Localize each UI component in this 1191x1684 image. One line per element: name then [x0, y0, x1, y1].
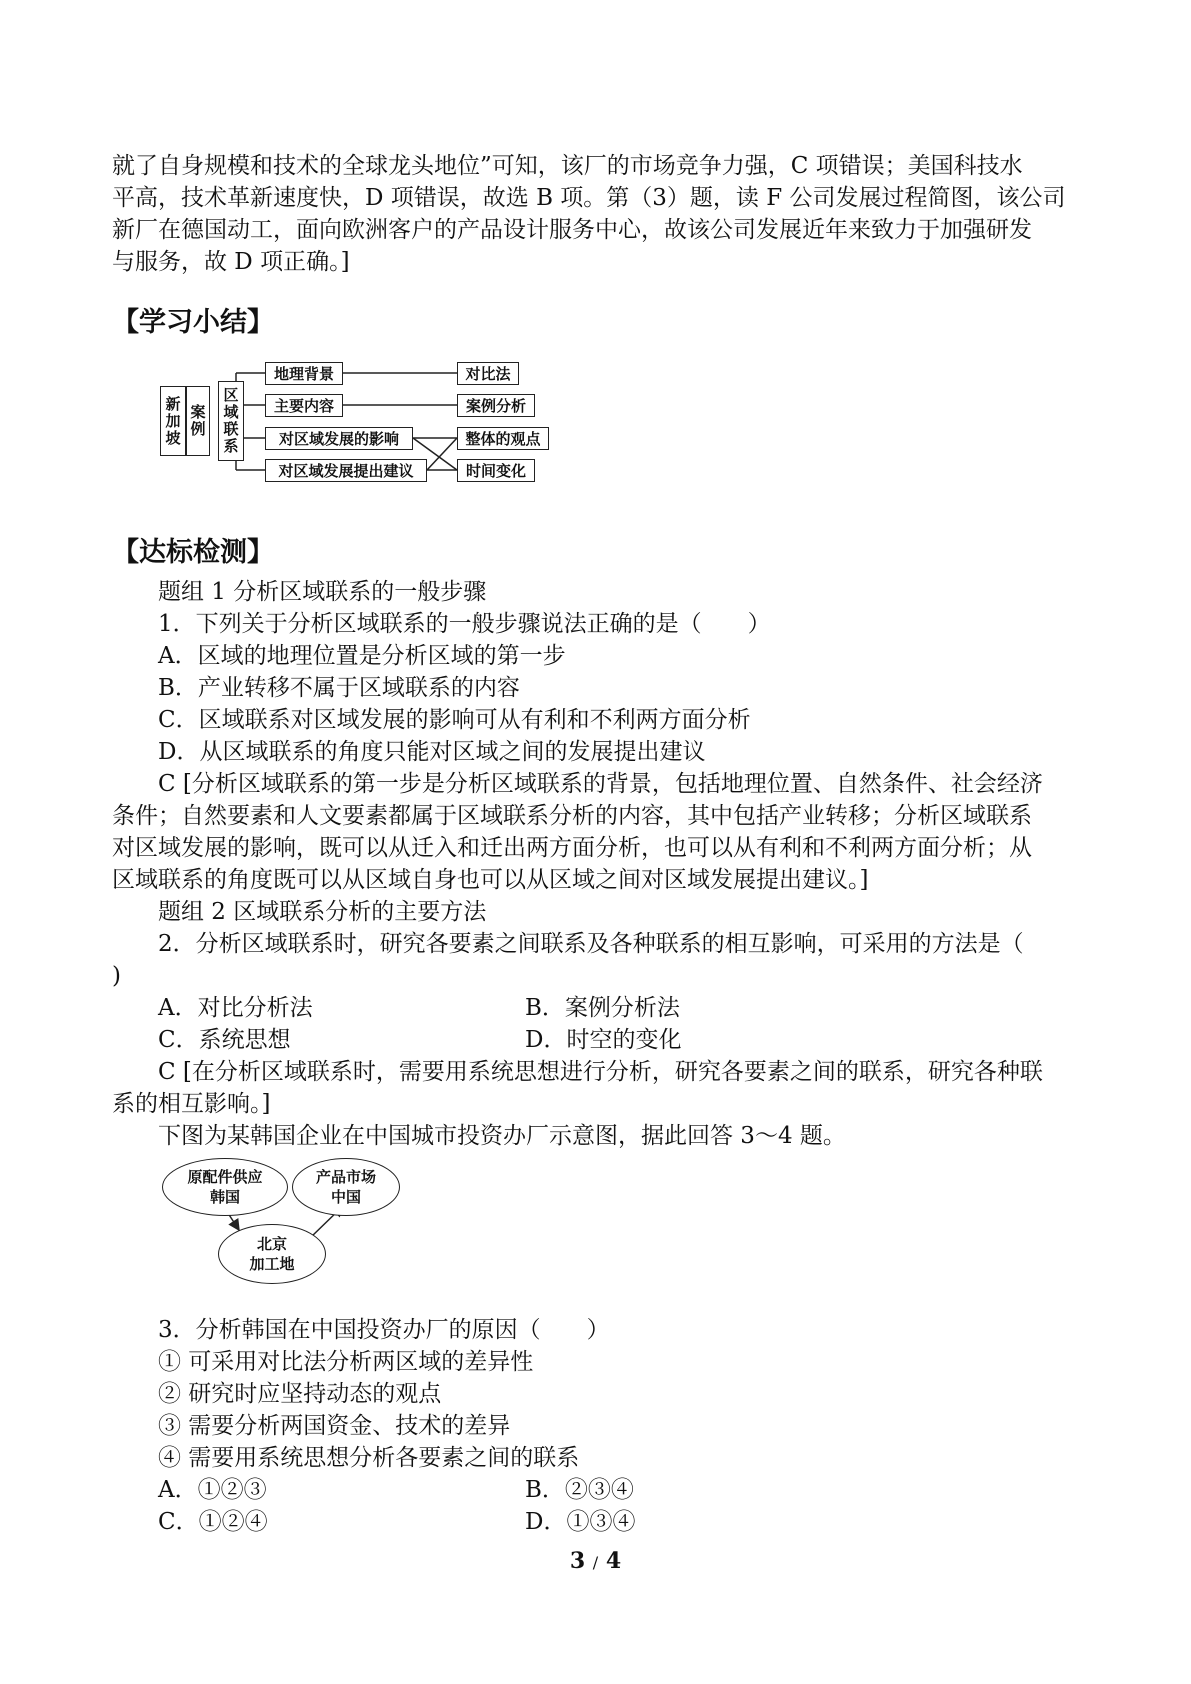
supply-label-1: 原配件供应 — [187, 1168, 263, 1186]
page-current: 3 — [569, 1548, 586, 1574]
q3-statement-3: ③ 需要分析两国资金、技术的差异 — [158, 1413, 511, 1439]
region-char-3: 联 — [223, 420, 239, 438]
diagram-method-2: 案例分析 — [457, 394, 535, 417]
q1-stem: 1．下列关于分析区域联系的一般步骤说法正确的是（ ） — [158, 611, 771, 637]
intro-line-1: 就了自身规模和技术的全球龙头地位”可知，该厂的市场竞争力强，C 项错误；美国科技水 — [112, 153, 1023, 179]
q2-answer-line-2: 系的相互影响。] — [112, 1091, 271, 1117]
group-1-title: 题组 1 分析区域联系的一般步骤 — [158, 579, 487, 605]
q3-option-b: B．②③④ — [525, 1477, 634, 1503]
diagram-item-4: 对区域发展提出建议 — [265, 459, 427, 482]
region-char-2: 域 — [223, 403, 239, 421]
q1-option-a: A．区域的地理位置是分析区域的第一步 — [158, 643, 566, 669]
q3-option-a: A．①②③ — [158, 1477, 267, 1503]
supply-label-2: 韩国 — [209, 1188, 240, 1206]
market-label-1: 产品市场 — [315, 1168, 376, 1186]
q3-option-d: D．①③④ — [525, 1509, 636, 1535]
test-heading: 【达标检测】 — [112, 537, 274, 568]
diagram-item-2: 主要内容 — [265, 394, 343, 417]
process-label-1: 北京 — [256, 1235, 287, 1253]
group-2-title: 题组 2 区域联系分析的主要方法 — [158, 899, 487, 925]
root-char-2: 加 — [165, 411, 181, 430]
diagram-method-1: 对比法 — [457, 362, 519, 385]
q2-answer-line-1: C [在分析区域联系时，需要用系统思想进行分析，研究各要素之间的联系，研究各种联 — [158, 1059, 1043, 1085]
supply-oval — [162, 1158, 288, 1216]
intro-line-4: 与服务，故 D 项正确。] — [112, 249, 350, 275]
q2-option-b: B．案例分析法 — [525, 995, 680, 1021]
region-char-1: 区 — [223, 386, 239, 404]
q3-statement-2: ② 研究时应坚持动态的观点 — [158, 1381, 442, 1407]
page-number — [0, 1548, 1191, 1574]
q1-answer-line-3: 对区域发展的影响，既可以从迁入和迁出两方面分析，也可以从有利和不利两方面分析；从 — [112, 835, 1032, 861]
region-char-4: 系 — [223, 437, 239, 455]
q1-answer-line-4: 区域联系的角度既可以从区域自身也可以从区域之间对区域发展提出建议。] — [112, 867, 869, 893]
case-char-2: 例 — [190, 420, 206, 438]
market-oval — [292, 1158, 400, 1216]
q3-stem: 3．分析韩国在中国投资办厂的原因（ ） — [158, 1317, 610, 1343]
q2-stem-line-2: ) — [112, 963, 121, 989]
q1-option-c: C．区域联系对区域发展的影响可从有利和不利两方面分析 — [158, 707, 751, 733]
q1-option-b: B．产业转移不属于区域联系的内容 — [158, 675, 520, 701]
intro-line-2: 平高，技术革新速度快，D 项错误，故选 B 项。第（3）题，读 F 公司发展过程简图，该公司 — [112, 185, 1066, 211]
diagram-item-3: 对区域发展的影响 — [265, 427, 413, 450]
process-oval — [218, 1224, 326, 1284]
q1-option-d: D．从区域联系的角度只能对区域之间的发展提出建议 — [158, 739, 706, 765]
q1-answer-line-2: 条件；自然要素和人文要素都属于区域联系分析的内容，其中包括产业转移；分析区域联系 — [112, 803, 1032, 829]
root-char-1: 新 — [165, 394, 181, 413]
page-separator: / — [592, 1553, 599, 1572]
market-label-2: 中国 — [330, 1188, 361, 1206]
diagram-method-4: 时间变化 — [457, 459, 535, 482]
q3-statement-1: ① 可采用对比法分析两区域的差异性 — [158, 1349, 534, 1375]
q1-answer-line-1: C [分析区域联系的第一步是分析区域联系的背景，包括地理位置、自然条件、社会经济 — [158, 771, 1043, 797]
intro-line-3: 新厂在德国动工，面向欧洲客户的产品设计服务中心，故该公司发展近年来致力于加强研发 — [112, 217, 1032, 243]
q2-option-a: A．对比分析法 — [158, 995, 313, 1021]
q3-statement-4: ④ 需要用系统思想分析各要素之间的联系 — [158, 1445, 580, 1471]
figure-intro: 下图为某韩国企业在中国城市投资办厂示意图，据此回答 3～4 题。 — [158, 1123, 846, 1149]
process-label-2: 加工地 — [249, 1255, 295, 1273]
q3-option-c: C．①②④ — [158, 1509, 268, 1535]
q2-stem-line-1: 2．分析区域联系时，研究各要素之间联系及各种联系的相互影响，可采用的方法是（ — [158, 931, 1024, 957]
summary-heading: 【学习小结】 — [112, 307, 274, 338]
q2-option-d: D．时空的变化 — [525, 1027, 682, 1053]
root-char-3: 坡 — [165, 428, 181, 447]
case-char-1: 案 — [190, 403, 206, 421]
q2-option-c: C．系统思想 — [158, 1027, 291, 1053]
diagram-method-3: 整体的观点 — [457, 427, 549, 450]
diagram-item-1: 地理背景 — [265, 362, 343, 385]
page-total: 4 — [605, 1548, 622, 1574]
